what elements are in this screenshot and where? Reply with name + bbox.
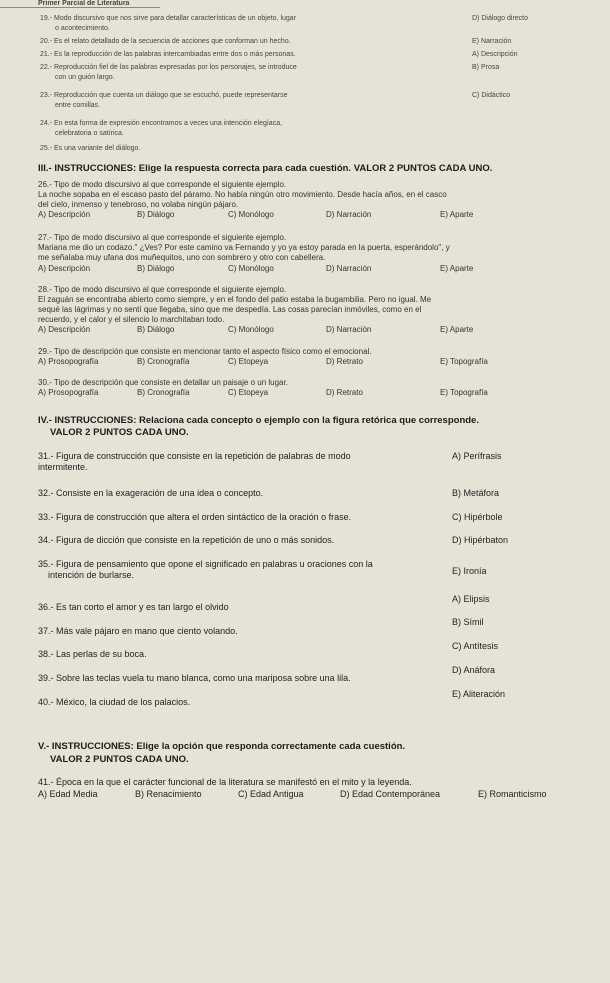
option-e-narracion: E) Narración xyxy=(472,38,512,45)
option-b-simil: B) Símil xyxy=(452,617,484,627)
q41-option-e: E) Romanticismo xyxy=(478,789,547,799)
item-35: 35.- Figura de pensamiento que opone el significado en palabras u oraciones con la xyxy=(38,559,373,569)
q26-option-e: E) Aparte xyxy=(440,210,474,219)
item-23: 23.- Reproducción que cuenta un diálogo que se escuchó, puede representarse xyxy=(40,92,288,99)
q29-line1: 29.- Tipo de descripción que consiste en mencionar tanto el aspecto físico como el emocional. xyxy=(38,347,372,356)
q41-option-c: C) Edad Antigua xyxy=(238,789,304,799)
item-20: 20.- Es el relato detallado de la secuencia de acciones que conforman un hecho. xyxy=(40,38,291,45)
option-e-aliteracion: E) Aliteración xyxy=(452,689,506,699)
item-21: 21.- Es la reproducción de las palabras intercambiadas entre dos o más personas. xyxy=(40,51,296,58)
option-c-antitesis: C) Antítesis xyxy=(452,641,499,651)
item-22: 22.- Reproducción fiel de las palabras expresadas por los personajes, se introduce xyxy=(40,64,297,71)
q27-line1: 27.- Tipo de modo discursivo al que corresponde el siguiente ejemplo. xyxy=(38,233,287,242)
q28-line3: sequé las lágrimas y no sentí que llegaba, sino que me despedía. Las cosas parecían inmóviles, como en el xyxy=(38,305,422,314)
q28-line4: recuerdo, y el calor y el silencio lo marchitaban todo. xyxy=(38,315,225,324)
q26-line3: del cielo, inmenso y tenebroso, no volaba ningún pájaro. xyxy=(38,200,239,209)
item-39: 39.- Sobre las teclas vuela tu mano blanca, como una mariposa sobre una lila. xyxy=(38,673,351,683)
item-35-cont: intención de burlarse. xyxy=(48,570,135,580)
option-b-metafora: B) Metáfora xyxy=(452,488,500,498)
item-31: 31.- Figura de construcción que consiste en la repetición de palabras de modo xyxy=(38,451,351,461)
q27-option-c: C) Monólogo xyxy=(228,264,274,273)
item-24: 24.- En esta forma de expresión encontramos a veces una intención elegíaca, xyxy=(40,120,283,127)
option-d-anafora: D) Anáfora xyxy=(452,665,496,675)
option-d-dialogo-directo: D) Diálogo directo xyxy=(472,15,529,22)
section3-heading: III.- INSTRUCCIONES: Elige la respuesta correcta para cada cuestión. VALOR 2 PUNTOS CADA UNO. xyxy=(38,163,493,174)
header-underline xyxy=(0,7,160,8)
q30-line1: 30.- Tipo de descripción que consiste en detallar un paisaje o un lugar. xyxy=(38,378,288,387)
header-title: Primer Parcial de Literatura xyxy=(38,0,130,7)
q26-option-d: D) Narración xyxy=(326,210,372,219)
q41-text: 41.- Época en la que el carácter funcional de la literatura se manifestó en el mito y la leyenda. xyxy=(38,777,412,787)
q41-option-b: B) Renacimiento xyxy=(135,789,202,799)
item-23-cont: entre comillas. xyxy=(55,102,101,109)
q30-option-e: E) Topografía xyxy=(440,388,488,397)
q28-option-a: A) Descripción xyxy=(38,325,91,334)
q27-option-b: B) Diálogo xyxy=(137,264,175,273)
q41-option-d: D) Edad Contemporánea xyxy=(340,789,441,799)
q28-line2: El zaguán se encontraba abierto como siempre, y en el fondo del patio estaba la bugambilia. Pero no igual. Me xyxy=(38,295,432,304)
q27-option-a: A) Descripción xyxy=(38,264,91,273)
q28-option-e: E) Aparte xyxy=(440,325,474,334)
q27-option-d: D) Narración xyxy=(326,264,372,273)
section5-heading-value: VALOR 2 PUNTOS CADA UNO. xyxy=(50,754,189,765)
q28-option-d: D) Narración xyxy=(326,325,372,334)
q30-option-a: A) Prosopografía xyxy=(38,388,99,397)
q29-option-b: B) Cronografía xyxy=(137,357,190,366)
q28-option-c: C) Monólogo xyxy=(228,325,274,334)
q29-option-e: E) Topografía xyxy=(440,357,488,366)
option-a-perifrasis: A) Perífrasis xyxy=(452,451,502,461)
q27-line3: me señalaba muy ufana dos muñequitos, uno con sombrero y otro con cabellera. xyxy=(38,253,326,262)
item-38: 38.- Las perlas de su boca. xyxy=(38,649,147,659)
q29-option-d: D) Retrato xyxy=(326,357,363,366)
item-22-cont: con un guión largo. xyxy=(55,74,115,81)
section5-heading: V.- INSTRUCCIONES: Elige la opción que responda correctamente cada cuestión. xyxy=(38,741,406,752)
q27-option-e: E) Aparte xyxy=(440,264,474,273)
item-36: 36.- Es tan corto el amor y es tan largo el olvido xyxy=(38,602,229,612)
item-33: 33.- Figura de construcción que altera el orden sintáctico de la oración o frase. xyxy=(38,512,352,522)
q29-option-a: A) Prosopografía xyxy=(38,357,99,366)
q28-line1: 28.- Tipo de modo discursivo al que corresponde el siguiente ejemplo. xyxy=(38,285,287,294)
option-a-descripcion: A) Descripción xyxy=(472,51,518,58)
option-d-hiperbaton: D) Hipérbaton xyxy=(452,535,509,545)
item-32: 32.- Consiste en la exageración de una idea o concepto. xyxy=(38,488,264,498)
item-37: 37.- Más vale pájaro en mano que ciento volando. xyxy=(38,626,238,636)
item-31-cont: intermitente. xyxy=(38,462,88,472)
item-40: 40.- México, la ciudad de los palacios. xyxy=(38,697,191,707)
section4-heading: IV.- INSTRUCCIONES: Relaciona cada concepto o ejemplo con la figura retórica que corresponde. xyxy=(38,415,479,426)
item-24-cont: celebratoria o satírica. xyxy=(55,130,124,137)
item-19-cont: o acontecimiento. xyxy=(55,25,110,32)
q30-option-d: D) Retrato xyxy=(326,388,363,397)
q41-option-a: A) Edad Media xyxy=(38,789,98,799)
section4-heading-value: VALOR 2 PUNTOS CADA UNO. xyxy=(50,427,189,438)
q30-option-c: C) Etopeya xyxy=(228,388,269,397)
q26-option-a: A) Descripción xyxy=(38,210,91,219)
item-34: 34.- Figura de dicción que consiste en la repetición de uno o más sonidos. xyxy=(38,535,335,545)
q26-line2: La noche sopaba en el escaso pasto del páramo. No había ningún otro movimiento. Desde hacía años, en el casco xyxy=(38,190,447,199)
item-25: 25.- Es una variante del diálogo. xyxy=(40,145,141,152)
q30-option-b: B) Cronografía xyxy=(137,388,190,397)
q26-option-b: B) Diálogo xyxy=(137,210,175,219)
q29-option-c: C) Etopeya xyxy=(228,357,269,366)
option-c-hiperbole: C) Hipérbole xyxy=(452,512,503,522)
option-e-ironia: E) Ironía xyxy=(452,566,487,576)
option-b-prosa: B) Prosa xyxy=(472,64,500,71)
item-19: 19.- Modo discursivo que nos sirve para detallar características de un objeto, lugar xyxy=(40,15,297,22)
q28-option-b: B) Diálogo xyxy=(137,325,175,334)
q27-line2: Mariana me dio un codazo." ¿Ves? Por este camino va Fernando y yo ya estoy parada en la puerta, esperándolo", y xyxy=(38,243,450,252)
option-a-elipsis: A) Elipsis xyxy=(452,594,490,604)
q26-line1: 26.- Tipo de modo discursivo al que corresponde el siguiente ejemplo. xyxy=(38,180,287,189)
option-c-didactico: C) Didáctico xyxy=(472,92,511,99)
q26-option-c: C) Monólogo xyxy=(228,210,274,219)
